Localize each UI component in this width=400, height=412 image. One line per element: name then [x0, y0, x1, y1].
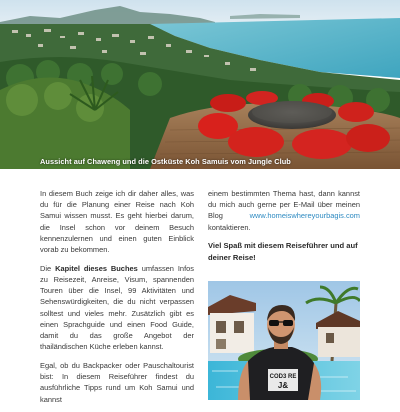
author-illustration [208, 281, 360, 400]
hero-caption: Aussicht auf Chaweng und die Ostküste Koh Samuis vom Jungle Club [40, 157, 291, 166]
left-column [40, 188, 194, 412]
contact-text: einem bestimmten Thema hast, dann kannst du mich auch gerne per E-Mail über meinen Blog [208, 189, 360, 221]
chapters-text: umfassen Infos zu Reisezeit, Anreise, Visum, spannenden Touren über die Insel, 99 Aktivitäten und Sehenswürdigkeiten, die du nicht verpassen solltest und vieles mehr. Zusätzlich gibt es einen Sprachguide und einen Food Guide, damit du das große Angebot der thailändischen Küche erleben kannst. [40, 263, 194, 352]
contact-paragraph [208, 188, 360, 233]
intro-paragraph: In diesem Buch zeige ich dir daher alles, was du für die Planung einer Reise nach Koh Samui wissen musst. Es geht hierbei darum, die Insel schon vor deinem Besuch kennenzulernen und einen guten Einblick vorab zu bekommen. [40, 189, 194, 255]
hero-illustration [0, 0, 400, 169]
blog-link[interactable]: www.homeiswhereyourbagis.com [249, 211, 360, 221]
resort-building [208, 295, 256, 353]
shirt-print-line1: COD3 RE [269, 374, 297, 380]
hero-photo [0, 0, 400, 169]
audience-paragraph: Egal, ob du Backpacker oder Pauschaltourist bist: In diesem Reiseführer findest du ausführliche Tipps rund um Koh Samui und kannst [40, 361, 194, 404]
chapters-bold: Kapitel dieses Buches [55, 263, 138, 273]
chapters-prefix: Die [40, 263, 56, 273]
author-photo [208, 281, 360, 400]
right-column [208, 188, 360, 271]
shirt-print-line2: J& [277, 381, 289, 390]
contact-suffix: kontaktieren. [208, 222, 251, 232]
closing-highlight: Viel Spaß mit diesem Reiseführer und auf deiner Reise! [208, 241, 358, 262]
chapters-paragraph [40, 263, 194, 353]
